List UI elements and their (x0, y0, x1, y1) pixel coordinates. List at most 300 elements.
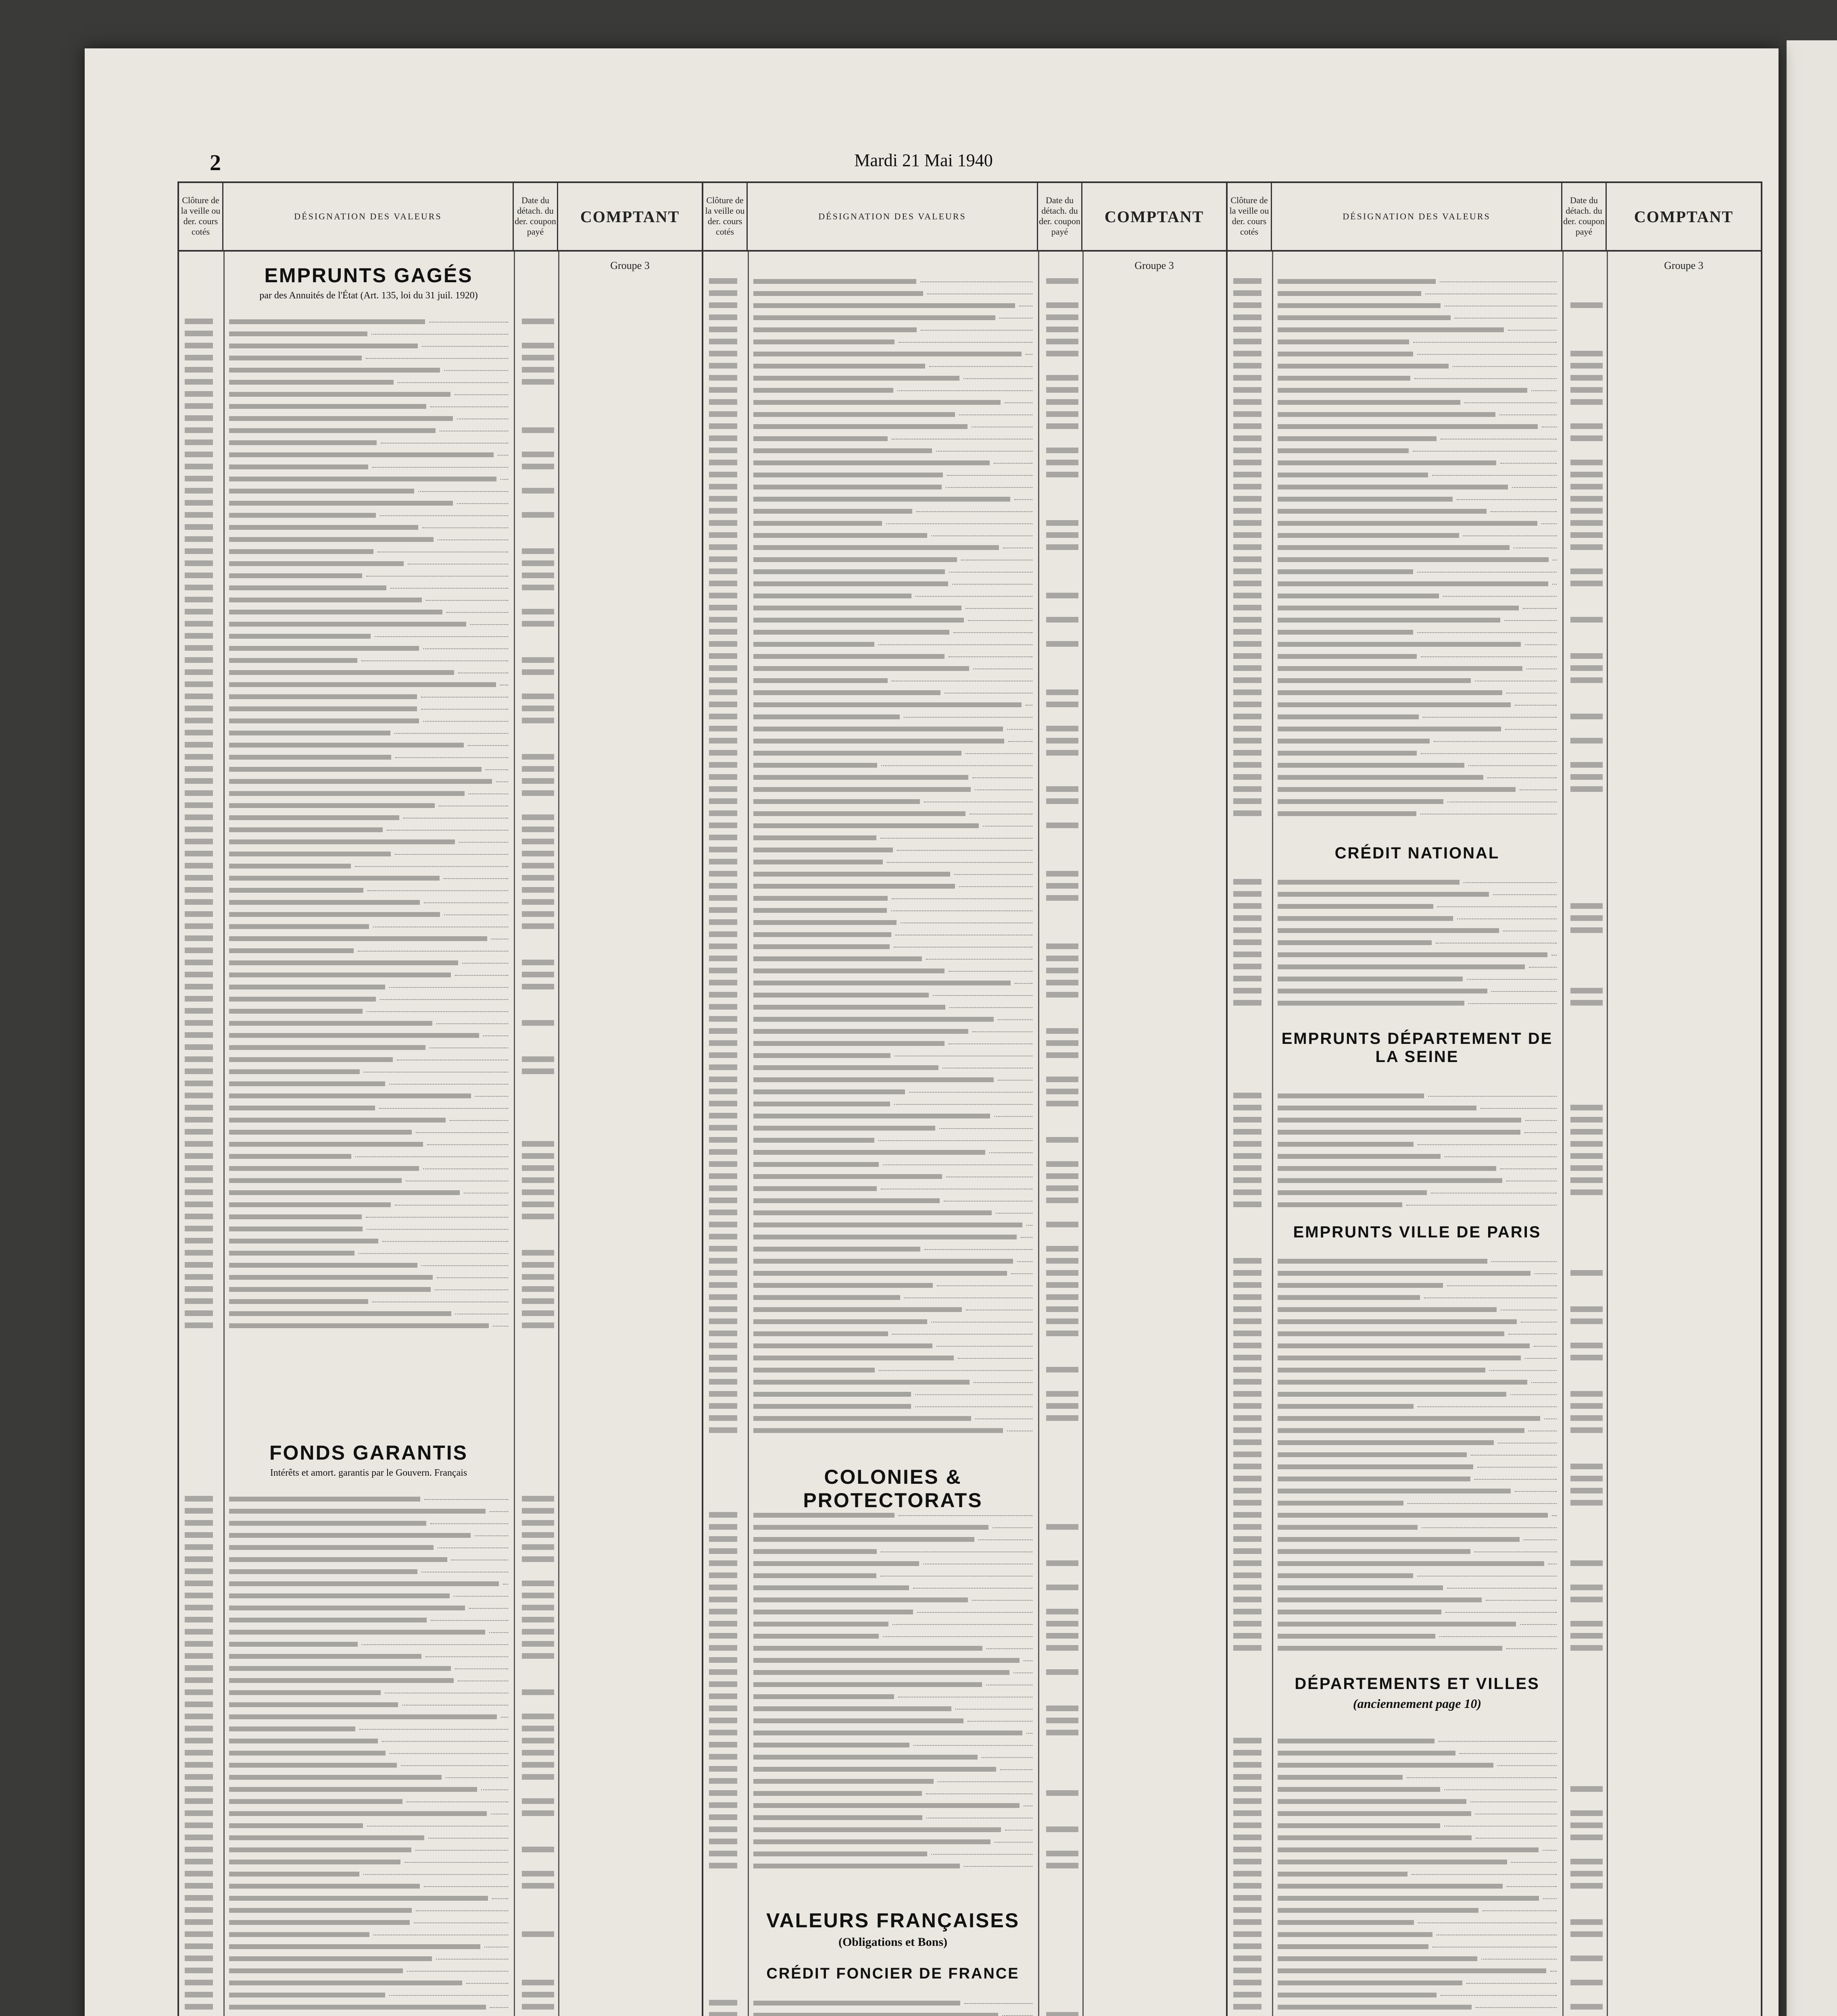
listing-row (223, 1832, 514, 1843)
listing-row (748, 1510, 1038, 1520)
listing-row (1272, 1558, 1562, 1568)
listing-row (223, 401, 514, 411)
listing-row (1272, 651, 1562, 661)
section-subtitle: Intérêts et amort. garantis par le Gouvern. Français (270, 1468, 467, 1478)
listing-row (223, 1735, 514, 1746)
listing-row (1272, 1747, 1562, 1758)
listing-row (223, 1808, 514, 1818)
header-detach: Date du détach. du der. coupon payé (1038, 183, 1082, 250)
listing-row (223, 993, 514, 1004)
listing-row (748, 1836, 1038, 1847)
listing-row (223, 1127, 514, 1137)
listing-row (223, 534, 514, 544)
listing-row (748, 300, 1038, 310)
listing-row (223, 1627, 514, 1637)
listing-row (223, 1905, 514, 1915)
listing-row (1272, 409, 1562, 419)
listing-row (1272, 336, 1562, 347)
listing-row (1272, 445, 1562, 456)
listing-row (1272, 699, 1562, 710)
section-departements-villes (1272, 1675, 1562, 1711)
listing-row (1272, 1199, 1562, 1210)
listing-row (1272, 530, 1562, 540)
listing-row (748, 1014, 1038, 1024)
section-title: VALEURS FRANÇAISES (766, 1909, 1020, 1932)
listing-row (748, 1364, 1038, 1375)
section-title: CRÉDIT FONCIER DE FRANCE (766, 1965, 1020, 1982)
listing-row (748, 542, 1038, 552)
listing-block (748, 1997, 1038, 2016)
listing-row (223, 522, 514, 532)
listing-row (223, 1639, 514, 1649)
listing-row (223, 1114, 514, 1125)
listing-row (223, 1844, 514, 1855)
listing-row (223, 848, 514, 859)
listing-row (1272, 1784, 1562, 1794)
column-header (179, 183, 702, 252)
listing-row (1272, 1340, 1562, 1351)
listing-row (223, 437, 514, 448)
listing-row (1272, 1163, 1562, 1173)
listing-row (748, 1183, 1038, 1193)
listing-row (223, 1042, 514, 1052)
listing-row (748, 989, 1038, 1000)
listing-row (223, 1066, 514, 1077)
listing-row (223, 860, 514, 871)
listing-row (1272, 1570, 1562, 1581)
header-cloture: Clôture de la veille ou der. cours cotés (703, 183, 748, 250)
section-emprunts-gages (223, 264, 514, 301)
listing-row (748, 1135, 1038, 1145)
listing-row (1272, 1139, 1562, 1149)
table-column-1 (179, 183, 703, 2016)
listing-row (223, 425, 514, 435)
listing-row (748, 1147, 1038, 1157)
listing-row (223, 1917, 514, 1927)
listing-row (748, 1280, 1038, 1290)
section-ville-de-paris (1272, 1223, 1562, 1241)
section-title: EMPRUNTS VILLE DE PARIS (1293, 1223, 1541, 1241)
listing-block (223, 316, 514, 1356)
listing-row (748, 905, 1038, 915)
listing-row (748, 1824, 1038, 1835)
listing-row (223, 703, 514, 714)
section-subtitle: (Obligations et Bons) (838, 1935, 948, 1949)
column-header (703, 183, 1226, 252)
listing-row (748, 1582, 1038, 1593)
table-column-3 (1228, 183, 1761, 2016)
listing-row (1272, 735, 1562, 746)
listing-row (1272, 397, 1562, 407)
listing-row (223, 582, 514, 593)
listing-row (223, 1187, 514, 1198)
listing-row (223, 1953, 514, 1964)
listing-row (1272, 1102, 1562, 1113)
listing-row (748, 1304, 1038, 1314)
listing-row (1272, 711, 1562, 722)
listing-row (748, 675, 1038, 685)
listing-row (1272, 385, 1562, 395)
listing-block (223, 1493, 514, 2016)
listing-row (748, 1352, 1038, 1363)
listing-row (223, 655, 514, 665)
listing-row (748, 1110, 1038, 1121)
listing-row (748, 1788, 1038, 1798)
listing-row (223, 498, 514, 508)
listing-row (223, 1723, 514, 1734)
listing-row (748, 1413, 1038, 1423)
listing-row (1272, 1735, 1562, 1746)
listing-row (1272, 312, 1562, 323)
listing-row (1272, 1631, 1562, 1641)
listing-row (1272, 1941, 1562, 1951)
listing-row (223, 1941, 514, 1951)
listing-row (748, 844, 1038, 855)
listing-row (223, 1175, 514, 1185)
listing-row (1272, 808, 1562, 818)
listing-row (223, 836, 514, 847)
listing-row (223, 1163, 514, 1173)
listing-row (1272, 433, 1562, 444)
listing-row (223, 473, 514, 484)
header-comptant: COMPTANT (1634, 208, 1734, 226)
listing-row (748, 965, 1038, 976)
section-credit-national (1272, 844, 1562, 862)
listing-row (1272, 1413, 1562, 1423)
listing-row (1272, 1618, 1562, 1629)
section-subtitle: (anciennement page 10) (1353, 1696, 1482, 1711)
section-title: DÉPARTEMENTS ET VILLES (1295, 1675, 1540, 1693)
listing-row (1272, 1856, 1562, 1867)
listing-row (1272, 889, 1562, 899)
listing-row (223, 461, 514, 472)
listing-row (1272, 748, 1562, 758)
listing-row (748, 820, 1038, 831)
listing-row (748, 651, 1038, 661)
listing-row (223, 1784, 514, 1794)
listing-row (748, 929, 1038, 939)
listing-row (1272, 1364, 1562, 1375)
listing-row (748, 1727, 1038, 1738)
listing-row (223, 619, 514, 629)
listing-row (1272, 590, 1562, 601)
listing-row (748, 1316, 1038, 1327)
header-designation: DÉSIGNATION DES VALEURS (1272, 183, 1562, 250)
listing-row (1272, 324, 1562, 335)
listing-row (223, 1506, 514, 1516)
listing-row (748, 1534, 1038, 1544)
listing-row (1272, 639, 1562, 649)
listing-block (1272, 276, 1562, 832)
listing-row (748, 1655, 1038, 1665)
listing-row (223, 1929, 514, 1939)
section-valeurs-francaises (748, 1909, 1038, 1949)
listing-row (223, 1699, 514, 1710)
listing-row (748, 1389, 1038, 1399)
listing-row (748, 1546, 1038, 1556)
listing-row (748, 784, 1038, 794)
listing-row (223, 667, 514, 677)
listing-row (1272, 1425, 1562, 1435)
listing-row (1272, 2001, 1562, 2012)
section-credit-foncier (748, 1965, 1038, 1983)
listing-row (748, 1776, 1038, 1786)
listing-row (748, 832, 1038, 843)
listing-row (748, 312, 1038, 323)
listing-row (1272, 1485, 1562, 1496)
listing-row (1272, 469, 1562, 480)
listing-row (223, 945, 514, 956)
listing-row (748, 1848, 1038, 1859)
listing-row (748, 409, 1038, 419)
listing-row (223, 1320, 514, 1331)
listing-row (1272, 1316, 1562, 1327)
listing-row (748, 1171, 1038, 1181)
listing-row (223, 1102, 514, 1113)
listing-row (223, 1308, 514, 1318)
listing-row (1272, 542, 1562, 552)
listing-row (748, 1159, 1038, 1169)
listing-row (223, 316, 514, 327)
listing-row (748, 566, 1038, 577)
listing-row (1272, 687, 1562, 698)
listing-row (223, 328, 514, 339)
listing-row (1272, 675, 1562, 685)
listing-row (748, 481, 1038, 492)
listing-row (223, 969, 514, 980)
listing-row (223, 1296, 514, 1306)
listing-row (1272, 1522, 1562, 1532)
listing-row (223, 1747, 514, 1758)
listing-row (223, 1893, 514, 1903)
listing-row (223, 1566, 514, 1577)
listing-row (748, 1425, 1038, 1435)
listing-row (1272, 1881, 1562, 1891)
listing-row (748, 385, 1038, 395)
listing-row (748, 893, 1038, 903)
listing-row (223, 364, 514, 375)
listing-row (1272, 1151, 1562, 1161)
section-departement-seine (1272, 1030, 1562, 1066)
listing-row (1272, 1905, 1562, 1915)
listing-row (748, 348, 1038, 359)
listing-row (748, 868, 1038, 879)
column-header (1228, 183, 1761, 252)
listing-row (223, 2001, 514, 2012)
listing-row (1272, 1808, 1562, 1818)
listing-row (223, 764, 514, 774)
section-fonds-garantis (223, 1441, 514, 1479)
listing-row (223, 1078, 514, 1089)
listing-row (748, 1123, 1038, 1133)
listing-row (748, 1328, 1038, 1339)
listing-row (748, 288, 1038, 298)
listing-row (223, 788, 514, 798)
header-designation: DÉSIGNATION DES VALEURS (748, 183, 1038, 250)
listing-row (223, 352, 514, 363)
listing-row (223, 1235, 514, 1246)
listing-row (223, 449, 514, 460)
listing-row (748, 796, 1038, 806)
listing-row (223, 546, 514, 556)
listing-row (223, 1211, 514, 1222)
listing-row (1272, 1389, 1562, 1399)
listing-row (1272, 1328, 1562, 1339)
listing-row (748, 602, 1038, 613)
listing-row (1272, 300, 1562, 310)
listing-row (223, 1493, 514, 1504)
listing-block (748, 276, 1038, 1461)
listing-row (1272, 973, 1562, 984)
listing-row (748, 1074, 1038, 1085)
listing-row (223, 885, 514, 895)
listing-row (748, 421, 1038, 431)
listing-row (223, 1760, 514, 1770)
listing-row (1272, 1832, 1562, 1843)
listing-row (1272, 602, 1562, 613)
listing-row (223, 1518, 514, 1528)
listing-row (223, 1030, 514, 1040)
listing-row (1272, 1268, 1562, 1278)
listing-row (748, 590, 1038, 601)
listing-row (748, 360, 1038, 371)
listing-row (1272, 421, 1562, 431)
listing-row (748, 1764, 1038, 1774)
listing-row (1272, 457, 1562, 468)
listing-row (748, 1860, 1038, 1871)
listing-row (223, 776, 514, 786)
header-comptant: COMPTANT (580, 208, 680, 226)
listing-row (223, 1090, 514, 1101)
listing-row (223, 921, 514, 931)
listing-row (748, 506, 1038, 516)
listing-row (748, 953, 1038, 964)
listing-row (1272, 1510, 1562, 1520)
listing-row (223, 1989, 514, 2000)
listing-row (748, 699, 1038, 710)
listing-row (1272, 1127, 1562, 1137)
listing-row (748, 1800, 1038, 1810)
adjacent-page-edge (1787, 40, 1837, 2016)
listing-row (1272, 1175, 1562, 1185)
listing-row (1272, 1989, 1562, 2000)
listing-row (748, 735, 1038, 746)
listing-row (223, 739, 514, 750)
listing-row (1272, 1929, 1562, 1939)
listing-row (748, 1679, 1038, 1689)
listing-row (1272, 1796, 1562, 1806)
listing-row (748, 711, 1038, 722)
listing-row (1272, 1304, 1562, 1314)
listing-row (1272, 1965, 1562, 1976)
listing-row (223, 1006, 514, 1016)
listing-row (1272, 1187, 1562, 1198)
listing-row (1272, 373, 1562, 383)
listing-row (223, 631, 514, 641)
listing-row (1272, 949, 1562, 960)
listing-row (223, 727, 514, 738)
listing-row (748, 397, 1038, 407)
listing-row (1272, 985, 1562, 996)
listing-row (748, 554, 1038, 564)
listing-row (1272, 2014, 1562, 2016)
listing-row (1272, 925, 1562, 935)
listing-row (1272, 1893, 1562, 1903)
listing-row (223, 1977, 514, 1988)
listing-row (1272, 1256, 1562, 1266)
listing-row (223, 340, 514, 351)
listing-row (223, 679, 514, 689)
listing-row (223, 897, 514, 907)
listing-row (223, 558, 514, 569)
groupe-label: Groupe 3 (610, 260, 650, 271)
listing-row (748, 1812, 1038, 1822)
listing-row (1272, 1437, 1562, 1447)
listing-row (223, 1199, 514, 1210)
listing-row (223, 1554, 514, 1564)
section-title: FONDS GARANTIS (269, 1441, 468, 1464)
listing-row (1272, 554, 1562, 564)
page-number: 2 (210, 150, 221, 175)
listing-row (1272, 1461, 1562, 1472)
listing-row (1272, 566, 1562, 577)
listing-row (748, 1050, 1038, 1060)
listing-row (1272, 1917, 1562, 1927)
listing-row (223, 2014, 514, 2016)
listing-row (1272, 877, 1562, 887)
listing-row (1272, 578, 1562, 589)
listing-row (1272, 1449, 1562, 1460)
listing-row (748, 1195, 1038, 1206)
groupe-label: Groupe 3 (1134, 260, 1174, 271)
listing-row (748, 469, 1038, 480)
listing-row (748, 1558, 1038, 1568)
listing-row (1272, 276, 1562, 286)
listing-row (748, 324, 1038, 335)
listing-row (748, 1219, 1038, 1230)
listing-row (223, 1223, 514, 1234)
listing-row (1272, 360, 1562, 371)
section-title: COLONIES & PROTECTORATS (803, 1466, 983, 1512)
listing-row (748, 1594, 1038, 1605)
listing-row (223, 643, 514, 653)
listing-row (1272, 1643, 1562, 1653)
listing-row (223, 1248, 514, 1258)
listing-row (223, 570, 514, 581)
listing-row (1272, 1953, 1562, 1964)
listing-row (223, 377, 514, 387)
listing-row (223, 800, 514, 810)
listing-row (1272, 1772, 1562, 1782)
listing-row (748, 1691, 1038, 1702)
listing-block (1272, 1090, 1562, 1211)
listing-block (1272, 1735, 1562, 2016)
listing-row (223, 1578, 514, 1589)
listing-row (748, 1268, 1038, 1278)
listing-row (748, 977, 1038, 988)
listing-row (1272, 913, 1562, 923)
header-detach: Date du détach. du der. coupon payé (1562, 183, 1607, 250)
listing-row (223, 1675, 514, 1685)
listing-row (1272, 1844, 1562, 1855)
listing-row (1272, 288, 1562, 298)
listing-row (223, 1530, 514, 1540)
listing-row (223, 691, 514, 702)
listing-row (223, 873, 514, 883)
listing-row (1272, 1401, 1562, 1411)
listing-row (748, 457, 1038, 468)
listing-row (1272, 796, 1562, 806)
